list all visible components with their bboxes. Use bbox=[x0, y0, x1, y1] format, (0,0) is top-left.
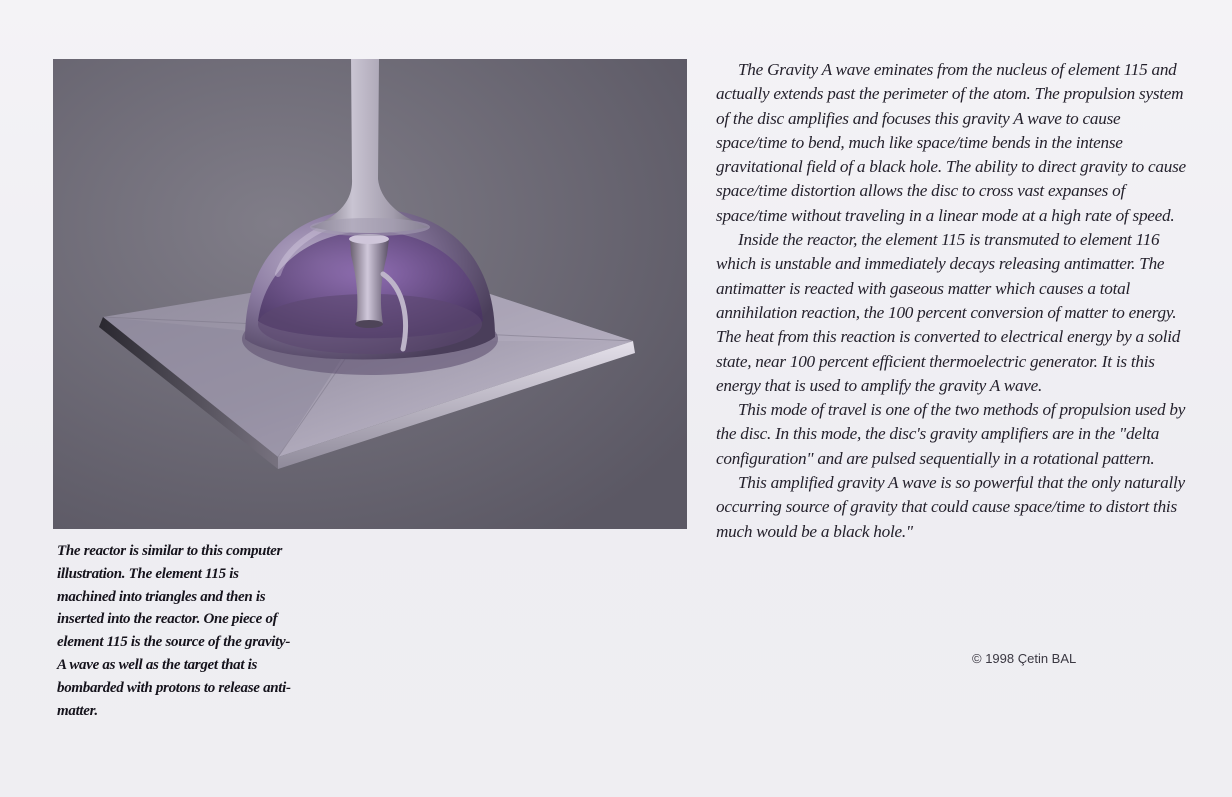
article-paragraph-gravity-wave: The Gravity A wave eminates from the nucleus of element 115 and actually extends past the perimeter of the atom. The propulsion system of the disc amplifies and focuses this gravity A wave to cause space/time to bend, much like space/time bends in the intense gravitational field of a black hole. The ability to direct gravity to cause space/time distortion allows the disc to cross vast expanses of space/time without traveling in a linear mode at a high rate of speed. bbox=[716, 60, 1186, 225]
article-paragraph-reactor: Inside the reactor, the element 115 is transmuted to element 116 which is unstable and immediately decays releasing antimatter. The antimatter is reacted with gaseous matter which causes a total annihilation reaction, the 100 percent conversion of matter to energy. The heat from this reaction is converted to electrical energy by a solid state, near 100 percent efficient thermoelectric generator. It is this energy that is used to amplify the gravity A wave. bbox=[716, 230, 1181, 395]
reactor-illustration bbox=[53, 59, 687, 529]
copyright-notice: © 1998 Çetin BAL bbox=[972, 651, 1077, 666]
figure-caption: The reactor is similar to this computer illustration. The element 115 is machined into triangles and then is inserted into the reactor. One piece of element 115 is the source of the gravity-A wave as well as the target that is bombarded with protons to release anti-matter. bbox=[57, 543, 291, 719]
reactor-render bbox=[53, 59, 687, 529]
article-paragraph-black-hole: This amplified gravity A wave is so powerful that the only naturally occurring source of gravity that could cause space/time to distort this much would be a black hole." bbox=[716, 473, 1185, 541]
article-body bbox=[716, 58, 1186, 544]
article-paragraph-travel-mode: This mode of travel is one of the two methods of propulsion used by the disc. In this mode, the disc's gravity amplifiers are in the "delta configuration" and are pulsed sequentially in a rotational pattern. bbox=[716, 400, 1186, 468]
